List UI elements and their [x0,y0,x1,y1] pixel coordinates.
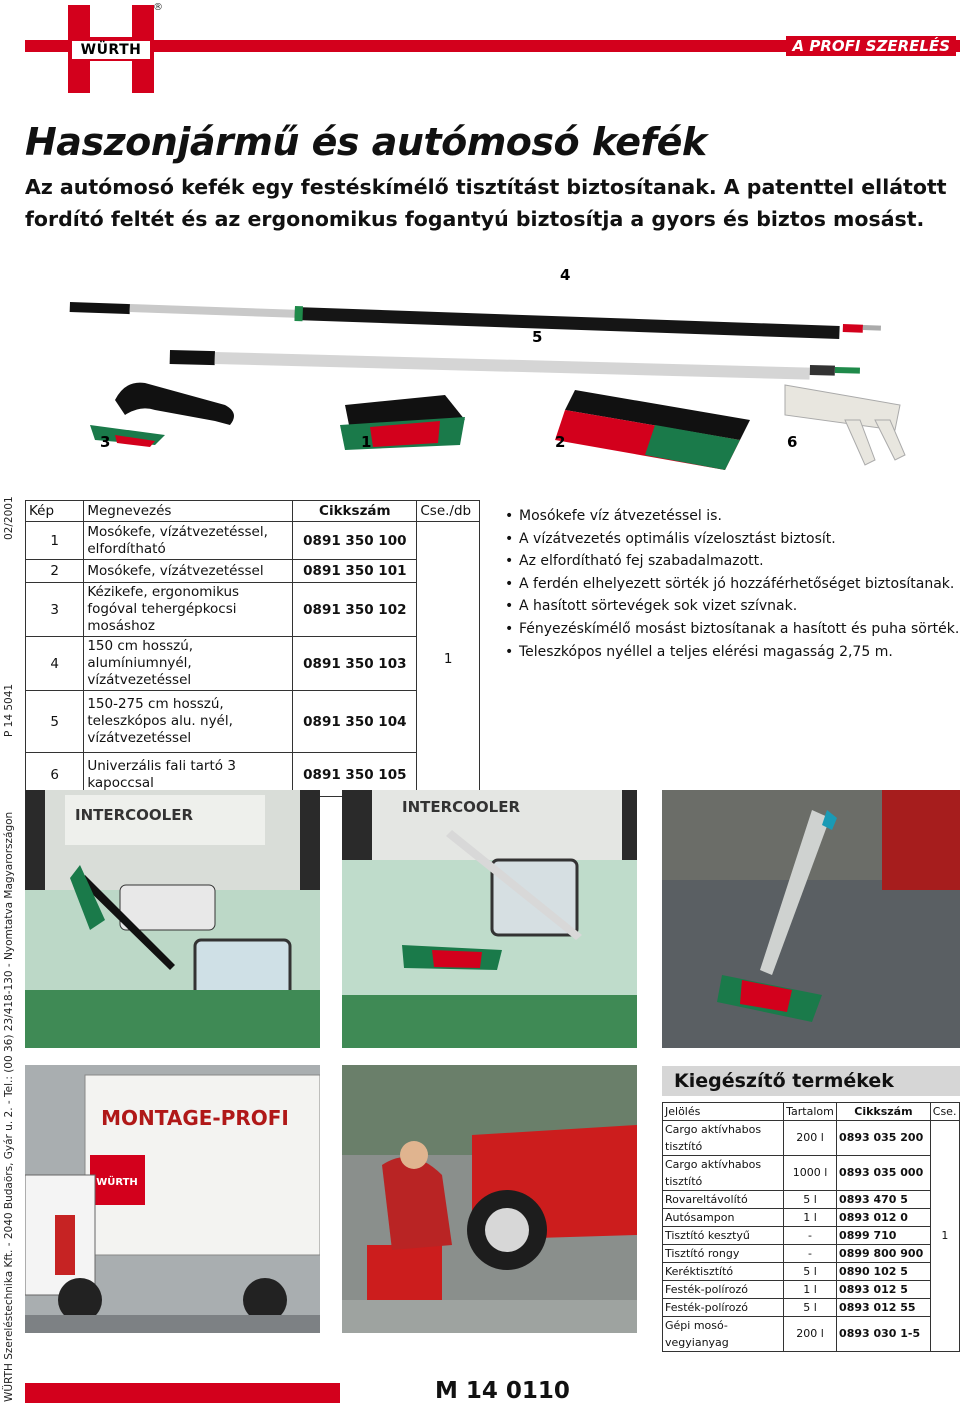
table-row [663,1280,960,1298]
acc-name: Festék-polírozó [663,1280,784,1298]
table-row [26,637,480,691]
acc-code: 0893 035 000 [837,1155,931,1190]
product-label-6: 6 [787,433,798,451]
photo-car-wheel [342,1065,637,1333]
swivel-brush-image [340,395,465,450]
acc-name: Keréktisztító [663,1262,784,1280]
table-row [663,1244,960,1262]
acc-code: 0893 030 1-5 [837,1316,931,1351]
table-row [663,1316,960,1351]
product-label-3: 3 [100,433,111,451]
table-row [663,1190,960,1208]
row-name: Kézikefe, ergonomikus fogóval tehergépkocsi mosáshoz [84,583,293,637]
col-header-cikkszam: Cikkszám [293,501,417,522]
table-row [26,522,480,560]
table-row [663,1155,960,1190]
wall-holder-image [785,385,905,465]
product-label-5: 5 [532,328,543,346]
photo-floor-brush [662,790,960,1048]
table-row [663,1262,960,1280]
feature-item: • Az elfordítható fej szabadalmazott. [505,550,955,573]
photo-van [25,1065,320,1333]
product-label-1: 1 [361,433,372,451]
van-logo: WÜRTH [96,1177,138,1188]
van-text: MONTAGE-PROFI [101,1106,289,1130]
acc-name: Cargo aktívhabos tisztító [663,1120,784,1155]
hand-brush-image [90,383,234,447]
table-row [663,1120,960,1155]
photo-truck-hand-brush [25,790,320,1048]
feature-item: • Mosókefe víz átvezetéssel is. [505,505,955,528]
acc-name: Autósampon [663,1208,784,1226]
col-header-megnevezes: Megnevezés [84,501,293,522]
row-code: 0891 350 102 [293,583,417,637]
acc-header-tartalom: Tartalom [783,1103,836,1121]
feature-item: • A hasított sörtevégek sok vizet szívnak. [505,595,955,618]
acc-code: 0893 035 200 [837,1120,931,1155]
table-row [663,1226,960,1244]
telescopic-pole-image [70,302,881,339]
row-code: 0891 350 101 [293,560,417,583]
table-row [663,1298,960,1316]
feature-item: • Teleszkópos nyéllel a teljes elérési magasság 2,75 m. [505,641,955,664]
row-name: Univerzális fali tartó 3 kapoccsal [84,753,293,797]
feature-list [505,505,960,663]
truck1-text: INTERCOOLER [75,806,194,824]
row-qty: 1 [417,522,480,797]
straight-brush-image [555,390,750,470]
acc-header-jeloles: Jelölés [663,1103,784,1121]
photo-truck-swivel-brush [342,790,637,1048]
row-name: 150 cm hosszú, alumíniumnyél, vízátvezetéssel [84,637,293,691]
acc-code: 0899 800 900 [837,1244,931,1262]
row-num: 1 [26,522,84,560]
wurth-logo [68,5,154,93]
col-header-cse: Cse./db [417,501,480,522]
product-photo [45,255,940,495]
row-code: 0891 350 100 [293,522,417,560]
imprint-date: 02/2001 [3,496,15,540]
acc-content: 5 l [783,1298,836,1316]
acc-content: 1000 l [783,1155,836,1190]
acc-header-cikkszam: Cikkszám [837,1103,931,1121]
row-num: 4 [26,637,84,691]
acc-name: Tisztító rongy [663,1244,784,1262]
product-table [25,500,480,797]
acc-name: Rovareltávolító [663,1190,784,1208]
table-row [26,583,480,637]
acc-name: Cargo aktívhabos tisztító [663,1155,784,1190]
row-code: 0891 350 103 [293,637,417,691]
acc-content: 1 l [783,1208,836,1226]
row-num: 5 [26,691,84,753]
product-label-2: 2 [555,433,566,451]
acc-name: Festék-polírozó [663,1298,784,1316]
table-row [663,1208,960,1226]
acc-content: 1 l [783,1280,836,1298]
logo-text: WÜRTH [72,41,150,59]
acc-content: 5 l [783,1262,836,1280]
page-number: M 14 0110 [435,1378,570,1404]
acc-content: 5 l [783,1190,836,1208]
feature-item: • A vízátvezetés optimális vízelosztást biztosít. [505,528,955,551]
acc-code: 0893 012 5 [837,1280,931,1298]
acc-code: 0890 102 5 [837,1262,931,1280]
col-header-kep: Kép [26,501,84,522]
truck2-text: INTERCOOLER [402,798,521,816]
registered-mark: ® [153,2,163,13]
page-subtitle: Az autómosó kefék egy festéskímélő tisztítást biztosítanak. A patenttel ellátott fordító feltét és az ergonomikus fogantyú biztosítja a gyors és biztos mosást. [25,175,947,231]
acc-content: - [783,1244,836,1262]
acc-content: 200 l [783,1120,836,1155]
feature-item: • Fényezéskímélő mosást biztosítanak a hasított és puha sörték. [505,618,955,641]
aluminium-pole-image [170,350,860,380]
imprint-address: WÜRTH Szereléstechnika Kft. - 2040 Budaörs, Gyár u. 2. - Tel.: (00 36) 23/418-130 - Nyomtatva Magyarországon [3,811,15,1402]
row-code: 0891 350 105 [293,753,417,797]
row-name: Mosókefe, vízátvezetéssel, elfordítható [84,522,293,560]
acc-code: 0893 012 55 [837,1298,931,1316]
table-row [26,560,480,583]
accessories-table [662,1102,960,1352]
page-title: Haszonjármű és autómosó kefék [25,120,707,164]
row-num: 3 [26,583,84,637]
acc-content: - [783,1226,836,1244]
row-name: Mosókefe, vízátvezetéssel [84,560,293,583]
feature-item: • A ferdén elhelyezett sörték jó hozzáférhetőséget biztosítanak. [505,573,955,596]
row-num: 2 [26,560,84,583]
acc-name: Gépi mosó-vegyianyag [663,1316,784,1351]
slogan: A PROFI SZERELÉS [786,36,956,56]
footer-red-bar [25,1383,340,1403]
row-num: 6 [26,753,84,797]
acc-code: 0893 470 5 [837,1190,931,1208]
accessories-title: Kiegészítő termékek [662,1066,960,1096]
acc-content: 200 l [783,1316,836,1351]
table-row [26,691,480,753]
product-label-4: 4 [560,266,571,284]
imprint-code: P 14 5041 [3,683,15,737]
acc-qty: 1 [930,1120,959,1351]
row-name: 150-275 cm hosszú, teleszkópos alu. nyél, vízátvezetéssel [84,691,293,753]
acc-name: Tisztító kesztyű [663,1226,784,1244]
acc-code: 0893 012 0 [837,1208,931,1226]
acc-header-cse: Cse. [930,1103,959,1121]
row-code: 0891 350 104 [293,691,417,753]
acc-code: 0899 710 [837,1226,931,1244]
